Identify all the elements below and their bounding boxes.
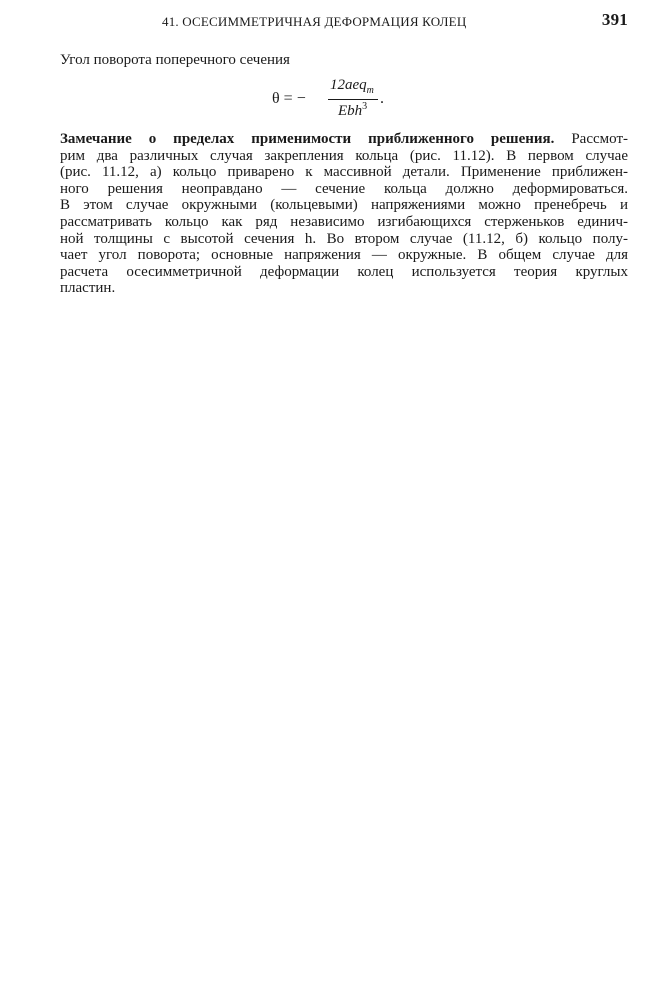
remark-heading: Замечание о пределах применимости приближенного решения. — [60, 131, 555, 147]
fraction-bar — [328, 99, 378, 100]
paragraph-line: расчета осесимметричной деформации колец используется теория круглых — [60, 263, 628, 280]
paragraph-line: пластин. — [60, 280, 116, 297]
paragraph-line: ного решения неоправдано — сечение кольца должно деформироваться. — [60, 180, 628, 197]
section-title: 41. ОСЕСИММЕТРИЧНАЯ ДЕФОРМАЦИЯ КОЛЕЦ — [162, 14, 467, 29]
paragraph-line: чает угол поворота; основные напряжения — окружные. В общем случае для — [60, 247, 628, 264]
paragraph-line: В этом случае окружными (кольцевыми) напряжениями можно пренебречь и — [60, 197, 628, 214]
formula-lhs: θ = − — [272, 90, 306, 107]
formula-denominator-superscript: 3 — [362, 101, 368, 112]
formula-trailing-period: . — [380, 90, 384, 107]
remark-paragraph — [60, 131, 628, 297]
intro-text: Угол поворота поперечного сечения — [60, 52, 290, 68]
paragraph-line: рассматривать кольцо как ряд независимо изгибающихся стерженьков единич- — [60, 213, 628, 230]
paragraph-line: ной толщины с высотой сечения h. Во втором случае (11.12, б) кольцо полу- — [60, 230, 628, 247]
formula-denominator: Ebh$^3$ — [338, 101, 368, 119]
paragraph-line: Замечание о пределах применимости приближенного решения. Рассмот- — [60, 131, 628, 147]
running-header — [62, 10, 628, 32]
formula-numerator-subscript: т — [366, 85, 374, 96]
paragraph-line: (рис. 11.12, а) кольцо приварено к массивной детали. Применение приближен- — [60, 164, 628, 181]
paragraph-line: рим два различных случая закрепления кольца (рис. 11.12). В первом случае — [60, 147, 628, 164]
formula-numerator: 12aeq$_т$ — [330, 77, 374, 96]
formula — [272, 74, 402, 122]
page-number: 391 — [601, 10, 628, 29]
